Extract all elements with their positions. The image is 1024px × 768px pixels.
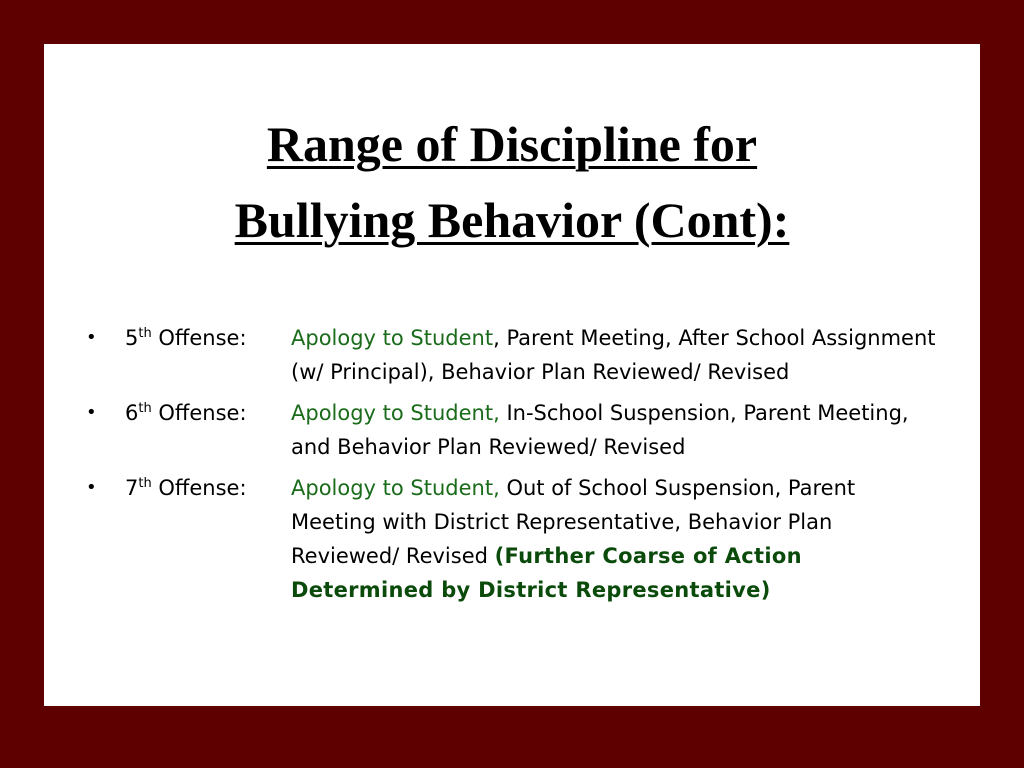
bullet-icon: • xyxy=(86,477,97,498)
slide-title xyxy=(44,106,980,258)
ordinal-suffix: th xyxy=(138,326,152,341)
title-line-1: Range of Discipline for xyxy=(266,116,758,172)
slide xyxy=(44,44,980,706)
offense-text: Out of School Suspension, Parent Meeting with District Representative, Behavior Plan Reviewed/ Revised xyxy=(291,476,856,568)
offense-label-text: Offense: xyxy=(151,326,247,350)
further-action-note: (Further Coarse of Action Determined by District Representative) xyxy=(291,544,802,602)
offense-text: , Parent Meeting, After School Assignment (w/ Principal), Behavior Plan Reviewed/ Revised xyxy=(291,326,936,384)
offense-list xyxy=(86,321,946,614)
offense-description xyxy=(291,471,946,607)
ordinal-suffix: th xyxy=(138,476,152,491)
offense-description xyxy=(291,396,946,464)
offense-label xyxy=(125,396,291,430)
offense-item-6 xyxy=(86,396,946,464)
offense-number: 7 xyxy=(125,476,139,500)
ordinal-suffix: th xyxy=(138,401,152,416)
offense-label xyxy=(125,321,291,355)
apology-highlight: Apology to Student xyxy=(291,326,494,350)
offense-label-text: Offense: xyxy=(151,476,247,500)
offense-number: 5 xyxy=(125,326,139,350)
title-line-2: Bullying Behavior (Cont): xyxy=(234,192,790,248)
apology-highlight: Apology to Student, xyxy=(291,476,500,500)
offense-item-5 xyxy=(86,321,946,389)
offense-number: 6 xyxy=(125,401,139,425)
bullet-icon: • xyxy=(86,402,97,423)
offense-label-text: Offense: xyxy=(151,401,247,425)
offense-label xyxy=(125,471,291,505)
offense-description xyxy=(291,321,946,389)
apology-highlight: Apology to Student, xyxy=(291,401,500,425)
offense-item-7 xyxy=(86,471,946,607)
bullet-icon: • xyxy=(86,327,97,348)
offense-text: In-School Suspension, Parent Meeting, and Behavior Plan Reviewed/ Revised xyxy=(291,401,909,459)
